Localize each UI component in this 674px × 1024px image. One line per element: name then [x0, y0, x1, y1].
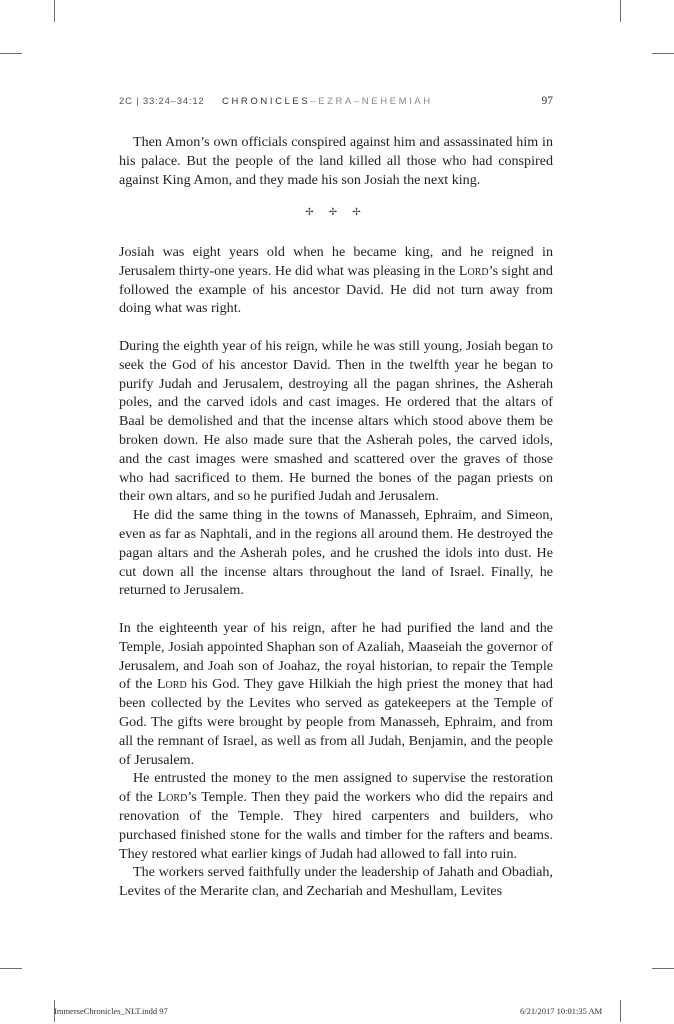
crop-mark — [620, 0, 621, 22]
crop-mark — [652, 53, 674, 54]
paragraph: The workers served faithfully under the leadership of Jahath and Obadiah, Levites of the Merarite clan, and Zechariah and Meshullam, Levites — [119, 864, 553, 900]
paragraph: Then Amon’s own officials conspired against him and assassinated him in his palace. But the people of the land killed all those who had conspired against King Amon, and they made his son Josiah the next king. — [119, 134, 553, 188]
crop-mark — [0, 968, 22, 969]
book-title — [222, 96, 433, 107]
paragraph: He did the same thing in the towns of Manasseh, Ephraim, and Simeon, even as far as Naphtali, and in the regions all around them. He destroyed the pagan altars and the Asherah poles, and he crushed the idols into dust. He cut down all the incense altars throughout the land of Israel. Finally, he returned to Jerusalem. — [119, 507, 553, 599]
section-break-ornament: ✢ ✢ ✢ — [305, 207, 367, 218]
paragraph-text: his God. They gave Hilkiah the high priest the money that had been collected by the Levites who served as gatekeepers at the Temple of God. The gifts were brought by people from Manasseh, Ephraim, and from all the remnant of Israel, as well as from all Judah, Benjamin, and the people of Jerusalem. — [119, 676, 553, 768]
file-slug: ImmerseChronicles_NLT.indd 97 — [54, 1006, 168, 1016]
paragraph-text: He entrusted the money to the men assigned to supervise the restoration of the — [119, 770, 553, 806]
page-number: 97 — [541, 95, 553, 107]
paragraph-text: Josiah was eight years old when he became king, and he reigned in Jerusalem thirty-one years. He did what was pleasing in the — [119, 244, 553, 279]
book-title-main: CHRONICLES — [222, 96, 311, 107]
divine-name: Lord — [458, 262, 489, 279]
divine-name: Lord — [156, 676, 187, 693]
crop-mark — [620, 1000, 621, 1022]
book-title-rest: –EZRA–NEHEMIAH — [310, 96, 433, 107]
divine-name: Lord — [157, 789, 188, 806]
crop-mark — [0, 53, 22, 54]
paragraph-text: ’s Temple. Then they paid the workers who did the repairs and renovation of the Temple. They hired carpenters and builders, who purchased finished stone for the walls and timber for the rafters and beams. They restored what earlier kings of Judah had allowed to fall into ruin. — [119, 789, 553, 862]
paragraph — [119, 243, 553, 318]
text-block-2 — [119, 243, 553, 901]
chapter-reference: 2C | 33:24–34:12 — [119, 96, 205, 107]
paragraph — [119, 619, 553, 769]
crop-mark — [54, 0, 55, 22]
date-slug: 6/21/2017 10:01:35 AM — [520, 1006, 603, 1016]
paragraph-text: In the eighteenth year of his reign, after he had purified the land and the Temple, Josiah appointed Shaphan son of Azaliah, Maaseiah the governor of Jerusalem, and Joah son of Joahaz, the royal historian, to repair the Temple of the — [119, 619, 553, 693]
crop-mark — [652, 968, 674, 969]
paragraph: During the eighth year of his reign, while he was still young, Josiah began to seek the God of his ancestor David. Then in the twelfth year he began to purify Judah and Jerusalem, destroying all the pagan shrines, the Asherah poles, and the carved idols and cast images. He ordered that the altars of Baal be demolished and that the incense altars which stood above them be broken down. He also made sure that the Asherah poles, the carved idols, and the cast images were smashed and scattered over the graves of those who had sacrificed to them. He burned the bones of the pagan priests on their own altars, and so he purified Judah and Jerusalem. — [119, 337, 553, 505]
text-block-1 — [119, 133, 553, 189]
running-header — [119, 96, 553, 110]
paragraph-text: ’s sight and followed the example of his ancestor David. He did not turn away from doing what was right. — [119, 262, 553, 317]
paragraph — [119, 769, 553, 863]
